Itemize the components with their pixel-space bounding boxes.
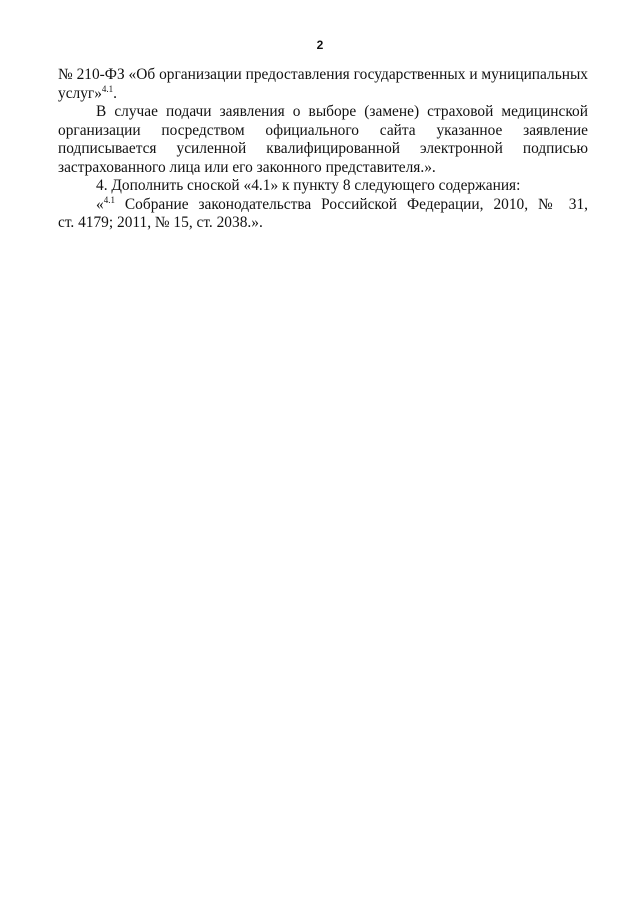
page-number: 2 — [316, 38, 324, 52]
document-body — [58, 66, 588, 233]
application-line-4: застрахованного лица или его законного представителя.». — [58, 158, 436, 176]
paragraph-add-footnote — [58, 177, 588, 196]
paragraph-footnote-content — [58, 196, 588, 233]
footnote-open-quote: « — [96, 195, 104, 213]
law-reference-line-2 — [58, 85, 588, 104]
application-line-2: организации посредством официального сайта указанное заявление — [58, 121, 588, 139]
law-reference-text: услуг» — [58, 84, 102, 102]
footnote-line-2: ст. 4179; 2011, № 15, ст. 2038.». — [58, 214, 263, 231]
application-line-1: В случае подачи заявления о выборе (замене) страховой медицинской — [96, 103, 588, 120]
footnote-number: 4.1 — [103, 194, 115, 205]
footnote-source-text: Собрание законодательства Российской Федерации, 2010, № 31, — [114, 195, 588, 213]
paragraph-application-signature — [58, 103, 588, 177]
add-footnote-text: 4. Дополнить сноской «4.1» к пункту 8 следующего содержания: — [96, 177, 521, 194]
footnote-line-1 — [58, 196, 588, 215]
paragraph-law-reference — [58, 66, 588, 103]
law-reference-line-1: № 210-ФЗ «Об организации предоставления государственных и муниципальных — [58, 66, 588, 83]
application-line-3: подписывается усиленной квалифицированной электронной подписью — [58, 140, 588, 157]
footnote-marker: 4.1 — [101, 83, 114, 94]
law-reference-tail: . — [113, 84, 118, 102]
